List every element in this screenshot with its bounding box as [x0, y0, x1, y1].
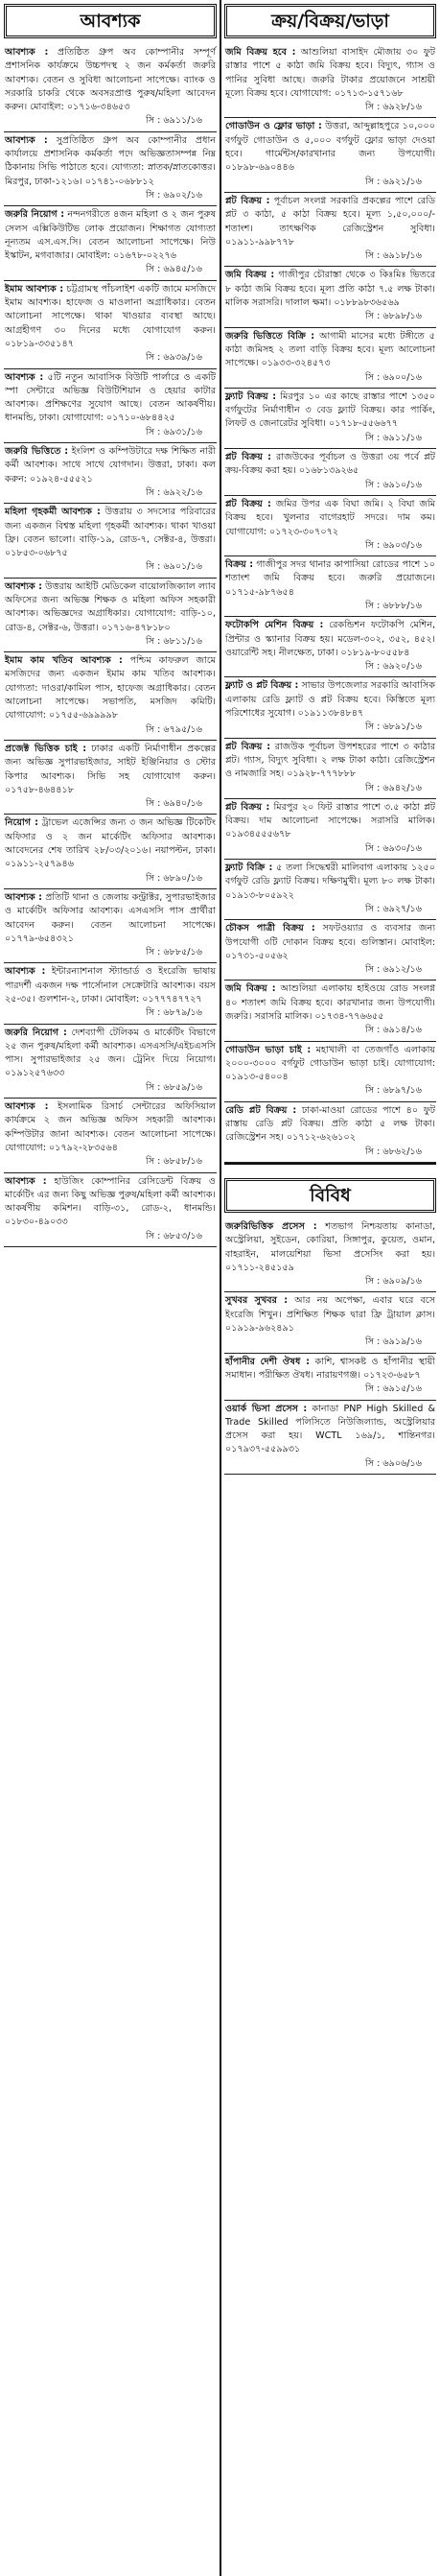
- ad-body: ইন্টারন্যাশনাল স্ট্যান্ডার্ড ও ইংরেজি ভাষায় পারদর্শী একজন দক্ষ পার্সোনাল সেক্রেটারি আবশ্যক। বয়স ২৫-৩৫। গুলশান-২, ঢাকা। মোবাইল: ০১৭৭৭৪৭৭২৭: [5, 966, 216, 1004]
- classified-ad: [4, 1025, 217, 1099]
- ad-code: সি : ৬৯৩১/১৬: [145, 426, 202, 437]
- ad-keyword: ফ্ল্যাট ও প্লট বিক্রয় :: [225, 680, 299, 692]
- ad-code: সি : ৬৯১৫/১৬: [364, 1383, 422, 1395]
- ad-code: সি : ৬৯২২/১৬: [145, 486, 202, 498]
- ad-keyword: জরুরি নিয়োগ :: [5, 209, 65, 221]
- section-header-buy-sell-rent: ক্রয়/বিক্রয়/ভাড়া: [224, 4, 436, 38]
- classified-ad: [4, 1099, 217, 1172]
- wanted-ads-list: [4, 44, 217, 1247]
- ad-keyword: মহিলা গৃহকর্মী আবশ্যক :: [5, 507, 101, 518]
- ad-keyword: নিয়োগ :: [5, 817, 38, 829]
- classified-ad: [224, 1401, 436, 1475]
- classified-ad: [224, 739, 436, 799]
- ad-code: সি : ৬৯১৮/১৬: [364, 250, 422, 262]
- ad-keyword: জরুরি ভিত্তিতে :: [5, 446, 69, 458]
- classified-ad: [4, 132, 217, 206]
- ad-body: রেকন্ডিশন ফটোকপি মেশিন, প্রিন্টার ও স্ক্যানার বিক্রয় হয়। মডেল-৩০২, ৩৫২, ৪৫২। ওয়ারেন্টি সহ। নীলক্ষেত, ঢাকা। ০১৮১৯-৮০৫৫৮৪: [225, 620, 435, 658]
- ad-keyword: হাঁপানীর দেশী ঔষধ :: [225, 1356, 310, 1367]
- column-divider: [220, 0, 221, 2576]
- classified-ad: [4, 652, 217, 741]
- ad-code: সি : ৬৯০৯/১৬: [364, 1276, 422, 1288]
- classified-ad: [4, 741, 217, 815]
- ad-code: সি : ৬৯০০/১৬: [364, 371, 422, 383]
- ad-body: পশ্চিম কাফরুল জামে মসজিদের জন্য একজন ইমাম কাম খতিব আবশ্যক। যোগ্যতা: দাওরা/কামিল পাস, হাফেজ অগ্রাধিকার। বেতন আলোচনা সাপেক্ষে। সভাপতি, মসজিদ কমিটি। যোগাযোগ: ০১৭৫৫-৬৯৯৯৯৮: [5, 655, 217, 721]
- ad-code: সি : ৬৮১১/১৬: [145, 635, 202, 647]
- ad-code: সি : ৬৯০৩/১৬: [364, 539, 422, 551]
- ad-body: উত্তরায় আইটি মেডিকেল বায়োলজিক্যাল ল্যাব অফিসের জন্য অভিজ্ঞ শিক্ষক ও মহিলা অফিস সহকারী আবশ্যক। অভিজ্ঞদের অগ্রাধিকার। যোগাযোগ: বাড়ি-১০, রোড-৪, সেক্টর-৬, উত্তরা। ০১৭১৬-৪৭৮১৮০: [5, 580, 216, 633]
- ad-code: সি : ৬৯০১/১৬: [145, 561, 202, 573]
- ad-body: আশুলিয়া এলাকায় হাইওয়ে রোড সংলগ্ন ৪০ শতাংশ জমি বিক্রয় হবে। কারখানার জন্য উপযোগী। জরুরি। সরাসরি মালিক। ০১৭৩৪-৭৭৬৬৫৫: [225, 983, 435, 1022]
- ad-body: ৫টি নতুন আবাসিক বিউটি পার্লারে ও একটি স্পা সেন্টারে অভিজ্ঞ বিউটিশিয়ান ও হেয়ার কাটার আবশ্যক। প্রশিক্ষণের সুযোগ আছে। বেতন আকর্ষণীয়। ধানমন্ডি, ঢাকা। যোগাযোগ: ০১৭১০-৬৮৪৪২৫: [5, 371, 216, 424]
- ad-code: সি : ৬৯১১/১৬: [145, 115, 202, 127]
- ad-body: হাউজিং কোম্পানির রেসিডেন্ট বিক্রয় ও মার্কেটিং এর জন্য কিছু অভিজ্ঞ পুরুষ/মহিলা কর্মী আবশ্যক। আকর্ষণীয় কমিশন। বাড়ি-৩১, রোড-২, ধানমন্ডি। ০১৮৩০-৪৯০৩৩: [5, 1175, 216, 1228]
- ad-body: উত্তরা, আব্দুল্লাহপুরে ১০,০০০ বর্গফুট গোডাউন ও ৫,০০০ বর্গফুট ফ্লোর ভাড়া দেওয়া হবে। গার্মেন্টস/কারখানার জন্য উপযোগী। ০১৮৯৮-৬৯০৪৪৬: [225, 121, 435, 174]
- ad-keyword: জমি বিক্রয় :: [225, 983, 276, 995]
- ad-body: সাভার উপজেলার সরকারি আবাসিক এলাকায় রেডি ফ্ল্যাট ও প্লট বিক্রয় হবে। কিস্তিতে মূল্য পরিশোধের সুযোগ। ০১৯১১৩৮৪৮৪৭: [225, 680, 435, 720]
- ad-keyword: জমি বিক্রয় হবে :: [225, 47, 296, 58]
- ad-code: সি : ৬৯০৬/১৬: [364, 1457, 422, 1469]
- section-separator: [224, 1163, 436, 1174]
- ad-keyword: আবশ্যক :: [5, 371, 44, 383]
- ad-keyword: আবশ্যক :: [5, 134, 48, 146]
- classified-ad: [4, 963, 217, 1024]
- ad-keyword: গোডাউন ভাড়া চাই :: [225, 1044, 312, 1055]
- ad-keyword: চৌকস পাত্রী বিক্রয় :: [225, 923, 315, 934]
- ad-code: সি : ৬৯২১/১৬: [364, 176, 422, 187]
- ad-body: ৫ তলা সিদ্ধেশ্বরী মালিবাগ এলাকায় ১২৫০ বর্গফুট রেডি ফ্ল্যাট বিক্রয়। দক্ষিণমুখী। মূল্য ৮০ লক্ষ টাকা। ০১৯১৩-৮০৫৯২২: [225, 863, 435, 901]
- ad-keyword: আবশ্যক :: [5, 47, 49, 58]
- ad-body: শতভাগ নিশ্চয়তায় কানাডা, অস্ট্রেলিয়া, সুইডেন, কোরিয়া, সিঙ্গাপুর, কুয়েত, ওমান, বাহরাইন, মালয়েশিয়া ভিসা প্রসেসিং করা হয়। ০১৭১১-২৪৫১৫৯: [225, 1220, 435, 1273]
- ad-code: সি : ৬৮৬২/১৬: [364, 1146, 422, 1157]
- ad-body: কাশি, শ্বাসকষ্ট ও হাঁপানীর স্থায়ী সমাধান। পরীক্ষিত ঔষধ। নারায়ণগঞ্জ। ০১৭২৩-৬৫৮৭: [225, 1356, 435, 1381]
- ad-body: মহাখালী বা তেজগাঁও এলাকায় ২০০০-৩০০০ বর্গফুট গোডাউন ভাড়া চাই। যোগাযোগ: ০১৯১৩-৫৪০০৪: [225, 1044, 436, 1083]
- classified-ad: [224, 389, 436, 449]
- classified-ad: [224, 799, 436, 860]
- ad-keyword: গোডাউন ও ফ্লোর ভাড়া :: [225, 121, 322, 132]
- ad-keyword: ওয়ার্ক ভিসা প্রসেস :: [225, 1403, 308, 1414]
- classified-ad: [224, 617, 436, 677]
- ad-code: সি : ৬৯৪৫/১৬: [145, 264, 202, 275]
- ad-body: রাজউক পূর্বাচল উপশহরের পাশে ৩ কাঠার প্লট। গ্যাস, বিদ্যুৎ সুবিধা। ২ লক্ষ টাকা কাঠা। রেজিস্ট্রেশন ও নামজারি সহ। ০১৯২৮-৭৭৭৮৮৮: [225, 741, 435, 780]
- ad-keyword: আবশ্যক :: [5, 1101, 49, 1113]
- buy-sell-ads-list: [224, 44, 436, 1163]
- classified-ad: [224, 677, 436, 738]
- ad-body: আশুলিয়া বাসাইদ মৌজায় ৩০ ফুট রাস্তার পাশে ৫ কাঠা জমি বিক্রয় হবে। বিদ্যুৎ, গ্যাস ও পানির সুবিধা আছে। জরুরি টাকার প্রয়োজনে সাশ্রয়ী মূল্যে বিক্রয় হবে। যোগাযোগ: ০১৭১৩-১৫৭১৬৮: [225, 47, 435, 99]
- ad-body: গাজীপুর সদর থানার কাপাসিয়া রোডের পাশে ১০ শতাংশ জমি বিক্রয় হবে। জরুরি প্রয়োজনে। ০১৭১৫-৯৮৭৬৫৪: [225, 559, 435, 598]
- ad-body: ইসলামিক রিসার্চ সেন্টারের অফিসিয়াল কার্যক্রমে ২ জন অভিজ্ঞ অফিস সহকারী আবশ্যক। কম্পিউটার জানা আবশ্যক। বেতন আলোচনা সাপেক্ষে। যোগাযোগ: ০১৭৯২-২৮৩৫৬৪: [5, 1101, 216, 1153]
- ad-code: সি : ৬৮৭৯/১৬: [145, 1007, 202, 1019]
- ad-body: জমির উপর এক বিঘা জমি। ২ বিঘা জমি বিক্রয় হবে। খুলনার বাগেরহাট সদরে। দাম কম। যোগাযোগ: ০১৭২৩-৩০৭০৭২: [225, 498, 435, 537]
- classified-ad: [224, 1292, 436, 1353]
- ad-code: সি : ৬৯২৮/১৬: [364, 102, 422, 113]
- ad-code: সি : ৬৯৩০/১৬: [364, 842, 422, 854]
- ad-keyword: প্লট বিক্রয় :: [225, 195, 270, 206]
- classified-ad: [224, 328, 436, 389]
- ad-code: সি : ৬৮৯১/১৬: [364, 721, 422, 733]
- classified-ad: [4, 206, 217, 280]
- ad-body: রাজউকের পূর্বাচল ও উত্তরা ৩য় পর্বে প্লট ক্রয়-বিক্রয় করা হয়। ০১৬৮১৩৯২৬৫: [225, 452, 435, 477]
- ad-code: সি : ৬৯১৪/১৬: [364, 1025, 422, 1036]
- classified-ad: [4, 44, 217, 132]
- classified-ad: [224, 1042, 436, 1102]
- classified-ad: [224, 920, 436, 981]
- ad-keyword: আবশ্যক :: [5, 580, 42, 592]
- ad-keyword: ইমাম কাম খতিব আবশ্যক :: [5, 655, 123, 667]
- ad-code: সি : ৬৯৪০/১৬: [145, 798, 202, 810]
- ad-code: সি : ৬৯১০/১৬: [364, 479, 422, 490]
- ad-code: সি : ৬৮৯০/১৬: [145, 872, 202, 884]
- ad-body: নন্দনগরীতে ৪জন মহিলা ও ২ জন পুরুষ সেলস এক্সিকিউটিভ লোক প্রয়োজন। শিক্ষাগত যোগ্যতা নূন্যতম এস.এস.সি। বেতন আলোচনা সাপেক্ষে। নিউ ইস্কাটন, মগবাজার। মোবাইল: ০১৬৭৮-০২২৭৬: [5, 209, 216, 262]
- section-header-wanted: আবশ্যক: [4, 4, 217, 38]
- left-column: [4, 0, 217, 2576]
- classified-ad: [4, 579, 217, 652]
- ad-keyword: জরুরিভিত্তিক প্রসেস :: [225, 1220, 317, 1232]
- right-column: [224, 0, 436, 2576]
- classified-ad: [224, 981, 436, 1041]
- ad-code: সি : ৬৯১২/১৬: [364, 964, 422, 976]
- classified-ad: [4, 889, 217, 963]
- ad-keyword: প্রজেক্ট ভিত্তিক চাই :: [5, 743, 87, 754]
- ad-body: আর নয় অপেক্ষা, এবার ঘরে বসে ইংরেজি শিখুন। প্রশিক্ষিত শিক্ষক দ্বারা ফ্রি ট্রায়াল ক্লাস। ০১৯১৯-৯৬২৪৯১: [225, 1295, 435, 1335]
- ad-body: দেশব্যাপী টেলিকম ও মার্কেটিং বিভাগে ২৫ জন পুরুষ/মহিলা কর্মী আবশ্যক। এসএসসি/এইচএসসি পাস। সুপারভাইজার ২৫ জন। ট্রেনিং দিয়ে নিয়োগ। ০১৯১২৫৭৬৩৩: [5, 1027, 216, 1079]
- ad-keyword: প্লট বিক্রয় :: [225, 452, 272, 463]
- ad-code: সি : ৬৮৮৫/১৬: [145, 947, 202, 958]
- ad-code: সি : ৬৮৯৭/১৬: [364, 1085, 422, 1097]
- classified-ad: [4, 504, 217, 578]
- ad-body: মিরপুর ১০ এর কাছে রাস্তার পাশে ১৩৫০ বর্গফুটের নির্মাণাধীন ৩ বেড ফ্ল্যাট বিক্রয়। কার পার্কিং, লিফট ও জেনারেটর সুবিধা। ০১৭১৮-৫৫৬৬৭৭: [225, 390, 435, 430]
- ad-body: উত্তরায় ৩ সদস্যের পরিবারের জন্য একজন বিশ্বস্ত মহিলা গৃহকর্মী আবশ্যক। থাকা খাওয়া ফ্রি। বেতন ভালো। বাড়ি-১৯, রোড-৭, সেক্টর-৪, উত্তরা। ০১৮৫৩-০৬৮৭৫: [5, 507, 216, 559]
- ad-keyword: ফ্ল্যাট বিক্রয় :: [225, 390, 277, 402]
- section-header-misc: বিবিধ: [224, 1178, 436, 1213]
- classified-ad: [224, 118, 436, 192]
- ad-body: আগামী মাসের মধ্যে টঙ্গীতে ৫ কাঠা জমিসহ ২ তলা বাড়ি বিক্রয় হবে। মূল্য আলোচনা সাপেক্ষে। ০১৯৩৩-৩২৪৫৭৩: [225, 330, 435, 369]
- classified-ad: [224, 449, 436, 496]
- classified-ad: [4, 443, 217, 504]
- ad-keyword: আবশ্যক :: [5, 891, 43, 903]
- classified-ad: [4, 1173, 217, 1247]
- ad-body: মিরপুর ২০ ফিট রাস্তার পাশে ৩.৫ কাঠা প্লট বিক্রয়। দাম আলোচনা সাপেক্ষে। সরাসরি মালিক। ০১৯৩৪৫৫৫৬৭৮: [225, 801, 436, 840]
- classified-ad: [224, 556, 436, 617]
- ad-code: সি : ৬৯২৭/১৬: [364, 903, 422, 914]
- ad-keyword: ফটোকপি মেশিন বিক্রয় :: [225, 620, 324, 631]
- ad-body: ঢাকার একটি নির্মাণাধীন প্রকল্পের জন্য অভিজ্ঞ সুপারভাইজার, সাইট ইঞ্জিনিয়ার ও স্টোর কিপার আবশ্যক। সিভি সহ যোগাযোগ করুন। ০১৭৫৮-৪৬৪৪১৮: [5, 743, 216, 795]
- ad-body: ঢাকা-মাওয়া রোডের পাশে ৪০ ফুট রাস্তায় রেডি প্লট বিক্রয়। প্রতি কাঠা ৫ লক্ষ টাকা। রেজিস্ট্রেশন সহ। ০১৭১২-৬২৬১০২: [225, 1104, 435, 1144]
- ad-code: সি : ৬৯১১/১৬: [364, 432, 422, 443]
- ad-body: পূর্বাচল সংলগ্ন সরকারি প্রকল্পের পাশে রেডি প্লট ৩ কাঠা, ৫ কাঠা বিক্রয় হবে। মূল্য ১,৫০,০০০/- শতাংশ। তাৎক্ষণিক রেজিস্ট্রেশন সুবিধা। ০১৯১১-৯৯৮৭৭৮: [225, 195, 435, 248]
- classified-ad: [224, 44, 436, 118]
- ad-code: সি : ৬৯৩৯/১৬: [145, 352, 202, 364]
- ad-body: প্রতিটি থানা ও জেলায় কন্ট্রাক্টর, সুপারভাইজার ও মার্কেটিং অফিসার আবশ্যক। এসএসসি পাস প্রার্থীরা আবেদন করুন। বেতন আলোচনা সাপেক্ষে। ০১৭৭৯-৬৫৪৩২১: [5, 891, 216, 944]
- ad-body: প্রতিষ্ঠিত গ্রুপ অব কোম্পানীর সম্পূর্ণ প্রশাসনিক কার্যক্রমে উচ্চপদস্থ ২ জন কর্মকর্তা জরুরি আবশ্যক। বেতন ও সুবিধা আলোচনা সাপেক্ষে। ব্যাংক ও সরকারি চাকরি থেকে অবসরপ্রাপ্ত পুরুষ/মহিলা আবেদন করুন। মোবাইল: ০১৭১৬-৩৪৬৫৩: [5, 47, 216, 113]
- ad-keyword: প্লট বিক্রয় :: [225, 498, 271, 509]
- classified-ad: [224, 1102, 436, 1163]
- ad-body: চট্টগ্রামস্থ পাঁচলাইশ একটি জামে মসজিদে ইমাম আবশ্যক। হাফেজ ও মাওলানা অগ্রাধিকার। বেতন আলোচনা সাপেক্ষে। থাকা খাওয়ার ব্যবস্থা আছে। আগ্রহীগণ ৩০ দিনের মধ্যে যোগাযোগ করুন। ০১৮১৯-৩৩৫১৪৭: [5, 283, 216, 349]
- ad-code: সি : ৬৮৫৮/১৬: [145, 1156, 202, 1168]
- ad-code: সি : ৬৮৯৮/১৬: [364, 311, 422, 322]
- classified-ad: [4, 815, 217, 888]
- ad-keyword: আবশ্যক :: [5, 1175, 47, 1187]
- ad-keyword: সুখবর সুখবর :: [225, 1295, 289, 1307]
- classified-ad: [224, 860, 436, 920]
- ad-body: ইংলিশ ও কম্পিউটারে দক্ষ শিক্ষিত নারী কর্মী আবশ্যক। সাথে সাথে যোগদান। উত্তরা, ঢাকা। কল করুন: ০১৯২৪-৫৫৫২১: [5, 446, 216, 484]
- ad-code: সি : ৬৭৯৫/১৬: [145, 723, 202, 735]
- ad-keyword: ফ্ল্যাট বিক্রি :: [225, 863, 273, 874]
- ad-keyword: বিক্রয় :: [225, 559, 254, 571]
- ad-code: সি : ৬৮৫৩/১৬: [145, 1230, 202, 1241]
- classified-ad: [224, 1354, 436, 1401]
- classified-ad: [224, 1218, 436, 1292]
- ad-keyword: প্লট বিক্রয় :: [225, 801, 270, 813]
- misc-ads-list: [224, 1218, 436, 1475]
- ad-body: ট্রাভেল এজেন্সির জন্য ৩ জন অভিজ্ঞ টিকেটিং অফিসার ও ২ জন মার্কেটিং অফিসার আবশ্যক। আবেদনের শেষ তারিখ ২৮/০৩/২০১৬। নয়াপল্টন, ঢাকা। ০১৯১১-২৫৭৯৪৬: [5, 817, 216, 870]
- ad-code: সি : ৬৮৮৮/১৬: [364, 600, 422, 611]
- classified-ad: [224, 193, 436, 267]
- classified-ad: [4, 369, 217, 443]
- ad-code: সি : ৬৮৫৯/১৬: [145, 1081, 202, 1093]
- classified-ad: [224, 496, 436, 556]
- ad-keyword: আবশ্যক :: [5, 966, 46, 978]
- ad-code: সি : ৬৯০২/১৬: [145, 189, 202, 201]
- ad-code: সি : ৬৯১৯/১৬: [364, 1336, 422, 1348]
- ad-code: সি : ৬৯২০/১৬: [364, 661, 422, 673]
- ad-keyword: প্লট বিক্রয় :: [225, 741, 271, 752]
- classified-ad: [224, 267, 436, 327]
- ad-body: সুপ্রতিষ্ঠিত গ্রুপ অব কোম্পানীর প্রধান কার্যালয়ে প্রশাসনিক কর্মকর্তা পদে অভিজ্ঞতাসম্পন্ন নিম্ন ঠিকানায় সিভি পাঠাতে হবে। যোগ্যতা: স্নাতক/স্নাতকোত্তর। মিরপুর, ঢাকা-১২১৬। ০১৭৪১-০৬৮৮১২: [5, 134, 216, 187]
- ad-body: কানাডা PNP High Skilled & Trade Skilled পলিসিতে নিউজিল্যান্ড, অস্ট্রেলিয়ার প্রসেস করা হয়। WCTL ১৬৯/১, শান্তিনগর। ০১৭৯৩৭-৫৫৯৯৩১: [225, 1403, 435, 1455]
- classified-ad: [4, 281, 217, 369]
- ad-code: সি : ৬৯৪২/১৬: [364, 782, 422, 793]
- ad-keyword: জমি বিক্রয় :: [225, 270, 275, 281]
- ad-body: গাজীপুর চৌরাস্তা থেকে ৩ কিঃমিঃ ভিতরে ৮ কাঠা জমি বিক্রয় হবে। মূল্য প্রতি কাঠা ৭.৫ লক্ষ টাকা। মালিক সরাসরি। দালাল ক্ষমা। ০১৮৮৯৮৩৬৫৬৯: [225, 270, 435, 309]
- ad-keyword: রেডি প্লট বিক্রয় :: [225, 1104, 297, 1116]
- ad-keyword: জরুরি ভিত্তিতে বিক্রি :: [225, 330, 315, 342]
- ad-body: সফটওয়্যার ও ব্যবসার জন্য উপযোগী ৩টি দোকান বিক্রয় হবে। গুলিস্তান। মোবাইল: ০১৭৩১-৫০৫৬২: [225, 923, 435, 961]
- ad-keyword: জরুরি নিয়োগ :: [5, 1027, 67, 1038]
- ad-keyword: ইমাম আবশ্যক :: [5, 283, 64, 295]
